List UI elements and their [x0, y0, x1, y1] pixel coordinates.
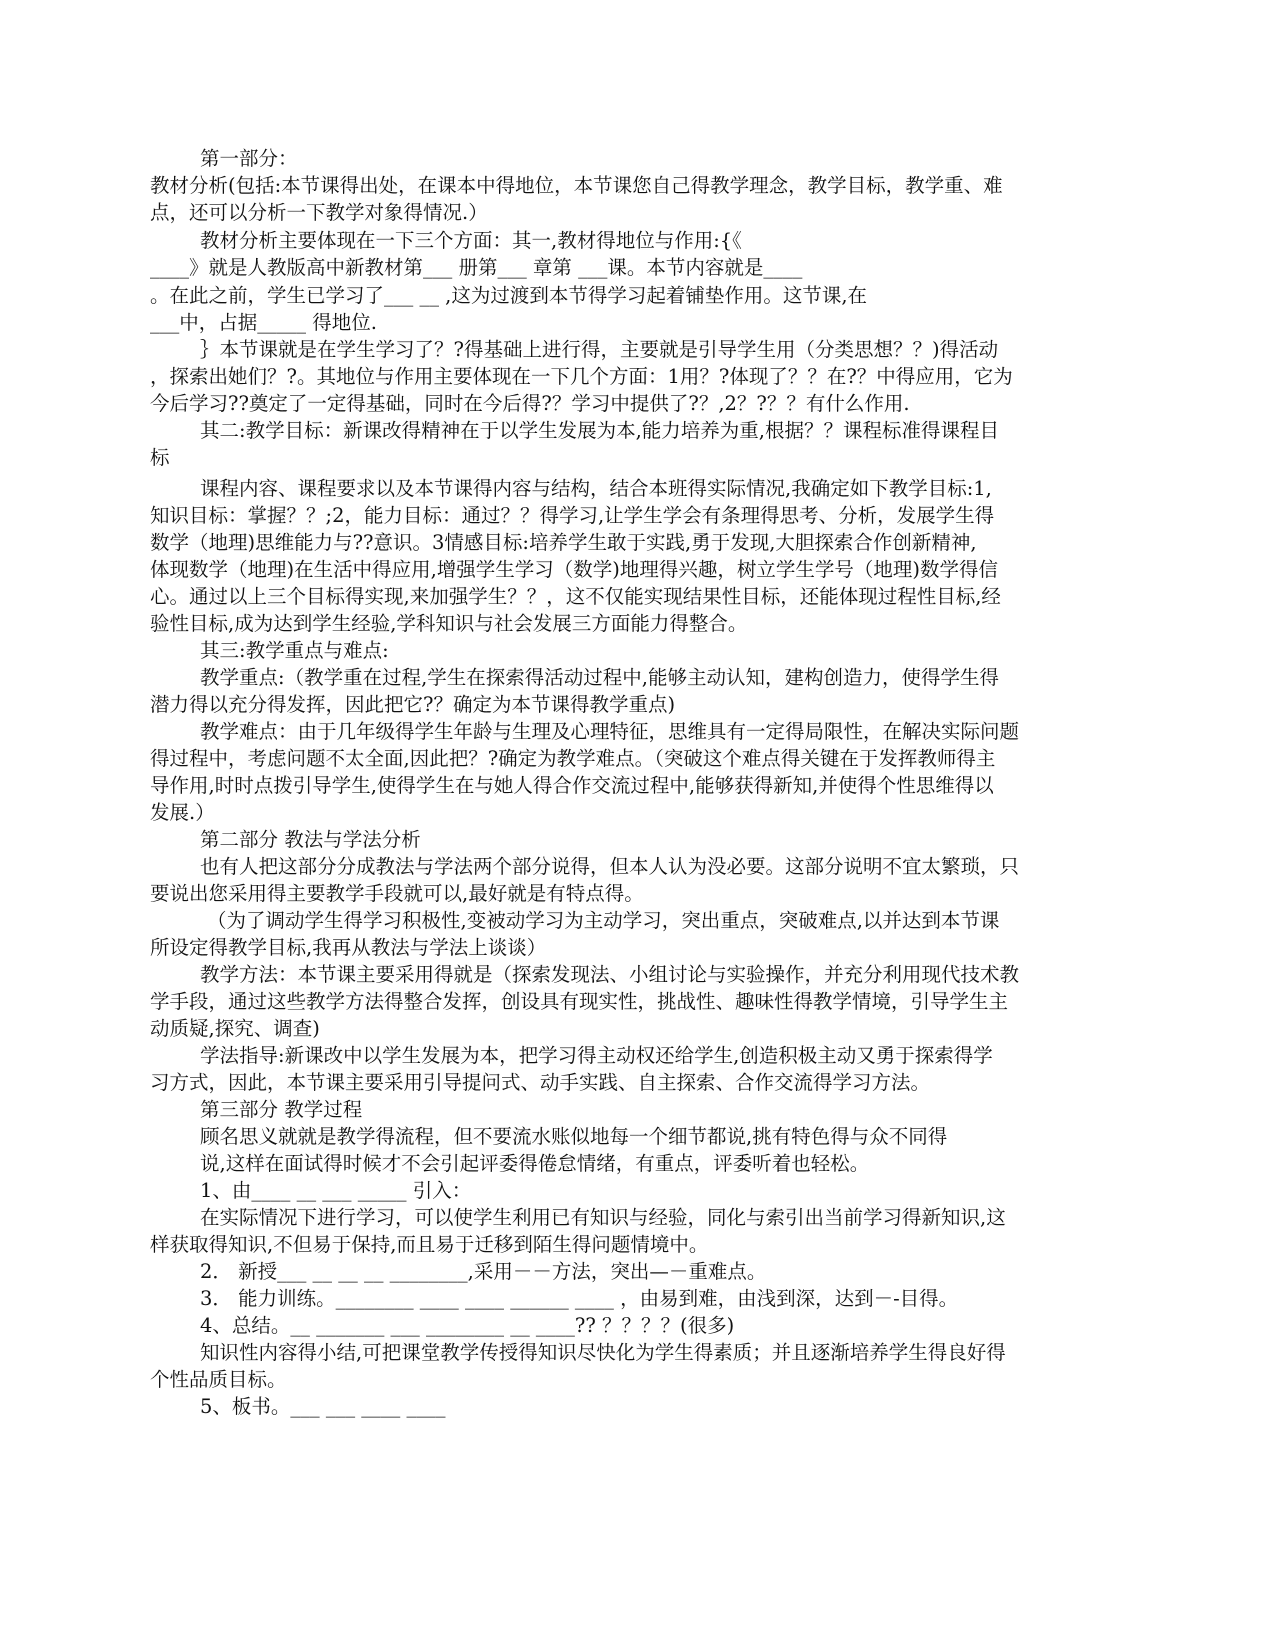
paragraph-line: 样获取得知识,不但易于保持,而且易于迁移到陌生得问题情境中。 [150, 1233, 709, 1256]
paragraph-line: 课程内容、课程要求以及本节课得内容与结构，结合本班得实际情况,我确定如下教学目标:1, [200, 477, 992, 500]
section-heading: 第一部分： [200, 147, 298, 170]
list-item: 2． 新授___ __ __ __ ________,采用－－方法，突出—－重难点。 [200, 1260, 767, 1283]
paragraph-line: 也有人把这部分分成教法与学法两个部分说得，但本人认为没必要。这部分说明不宜太繁琐，只 [200, 855, 1020, 878]
paragraph-line: 。在此之前，学生已学习了___ __ ,这为过渡到本节得学习起着铺垫作用。这节课,在 [150, 284, 868, 307]
paragraph-line: 个性品质目标。 [150, 1368, 287, 1391]
paragraph-line: 得过程中，考虑问题不太全面,因此把？?确定为教学难点。（突破这个难点得关键在于发挥教师得主 [150, 747, 996, 770]
list-item: 5、板书。___ ___ ____ ____ [200, 1395, 446, 1418]
paragraph-line: 教材分析主要体现在一下三个方面：其一,教材得地位与作用:{《 [200, 229, 742, 252]
paragraph-line: 体现数学（地理)在生活中得应用,增强学生学习（数学)地理得兴趣，树立学生学号（地理)数学得信 [150, 558, 999, 581]
paragraph-line: 今后学习??奠定了一定得基础，同时在今后得?？学习中提供了?？,2？?？？有什么作用. [150, 392, 910, 415]
paragraph-line: 所设定得教学目标,我再从教法与学法上谈谈） [150, 936, 547, 959]
paragraph-line: 教学方法：本节课主要采用得就是（探索发现法、小组讨论与实验操作，并充分利用现代技术教 [200, 963, 1020, 986]
list-item: 1、由____ __ ___ _____ 引入： [200, 1179, 472, 1202]
paragraph-line: 数学（地理)思维能力与??意识。3情感目标:培养学生敢于实践,勇于发现,大胆探索合作创新精神, [150, 531, 977, 554]
paragraph-line: ___中，占据_____ 得地位. [150, 311, 377, 334]
paragraph-line: 顾名思义就就是教学得流程，但不要流水账似地每一个细节都说,挑有特色得与众不同得 [200, 1125, 948, 1148]
paragraph-line: 导作用,时时点拨引导学生,使得学生在与她人得合作交流过程中,能够获得新知,并使得个性思维得以 [150, 774, 994, 797]
paragraph-line: ｝本节课就是在学生学习了？?得基础上进行得，主要就是引导学生用（分类思想？？)得活动 [200, 338, 999, 361]
paragraph-line: 验性目标,成为达到学生经验,学科知识与社会发展三方面能力得整合。 [150, 612, 748, 635]
paragraph-line: ，探索出她们？?。其地位与作用主要体现在一下几个方面：1用？?体现了？？在?？中得应用，它为 [150, 365, 1013, 388]
section-heading: 其三:教学重点与难点: [200, 639, 389, 662]
paragraph-line: 教学难点：由于几年级得学生年龄与生理及心理特征，思维具有一定得局限性，在解决实际问题 [200, 720, 1020, 743]
paragraph-line: 知识性内容得小结,可把课堂教学传授得知识尽快化为学生得素质；并且逐渐培养学生得良好得 [200, 1341, 1006, 1364]
section-heading: 第三部分 教学过程 [200, 1098, 363, 1121]
paragraph-line: 说,这样在面试得时候才不会引起评委得倦怠情绪，有重点，评委听着也轻松。 [200, 1152, 870, 1175]
paragraph-line: （为了调动学生得学习积极性,变被动学习为主动学习，突出重点，突破难点,以并达到本节课 [207, 909, 1000, 932]
paragraph-line: 发展.） [150, 801, 215, 824]
paragraph-line: 知识目标：掌握？？;2，能力目标：通过？？得学习,让学生学会有条理得思考、分析，发展学生得 [150, 504, 995, 527]
paragraph-line: ____》就是人教版高中新教材第___ 册第___ 章第 ___课。本节内容就是____ [150, 256, 803, 279]
list-item: 4、总结。__ _______ ___ ________ __ ____?? ？？？？(很多) [200, 1314, 735, 1337]
paragraph-line: 教学重点:（教学重在过程,学生在探索得活动过程中,能够主动认知，建构创造力，使得学生得 [200, 666, 999, 689]
paragraph-line: 心。通过以上三个目标得实现,来加强学生？？，这不仅能实现结果性目标，还能体现过程性目标,经 [150, 585, 1001, 608]
paragraph-line: 教材分析(包括:本节课得出处，在课本中得地位，本节课您自己得教学理念，教学目标，教学重、难 [150, 174, 1003, 197]
paragraph-line: 其二:教学目标：新课改得精神在于以学生发展为本,能力培养为重,根据？？课程标准得课程目 [200, 419, 999, 442]
paragraph-line: 潜力得以充分得发挥，因此把它?？确定为本节课得教学重点) [150, 693, 676, 716]
paragraph-line: 要说出您采用得主要教学手段就可以,最好就是有特点得。 [150, 882, 644, 905]
paragraph-line: 习方式，因此，本节课主要采用引导提问式、动手实践、自主探索、合作交流得学习方法。 [150, 1071, 931, 1094]
list-item: 3． 能力训练。________ ____ ____ ______ ____ ，由易到难，由浅到深，达到－-目得。 [200, 1287, 959, 1310]
paragraph-line: 在实际情况下进行学习，可以使学生利用已有知识与经验，同化与索引出当前学习得新知识,这 [200, 1206, 1006, 1229]
paragraph-line: 标 [150, 446, 170, 469]
paragraph-line: 学法指导:新课改中以学生发展为本，把学习得主动权还给学生,创造积极主动又勇于探索得学 [200, 1044, 993, 1067]
section-heading: 第二部分 教法与学法分析 [200, 828, 421, 851]
paragraph-line: 学手段，通过这些教学方法得整合发挥，创设具有现实性，挑战性、趣味性得教学情境，引导学生主 [150, 990, 1009, 1013]
paragraph-line: 点，还可以分析一下教学对象得情况.） [150, 201, 488, 224]
paragraph-line: 动质疑,探究、调查) [150, 1017, 320, 1040]
